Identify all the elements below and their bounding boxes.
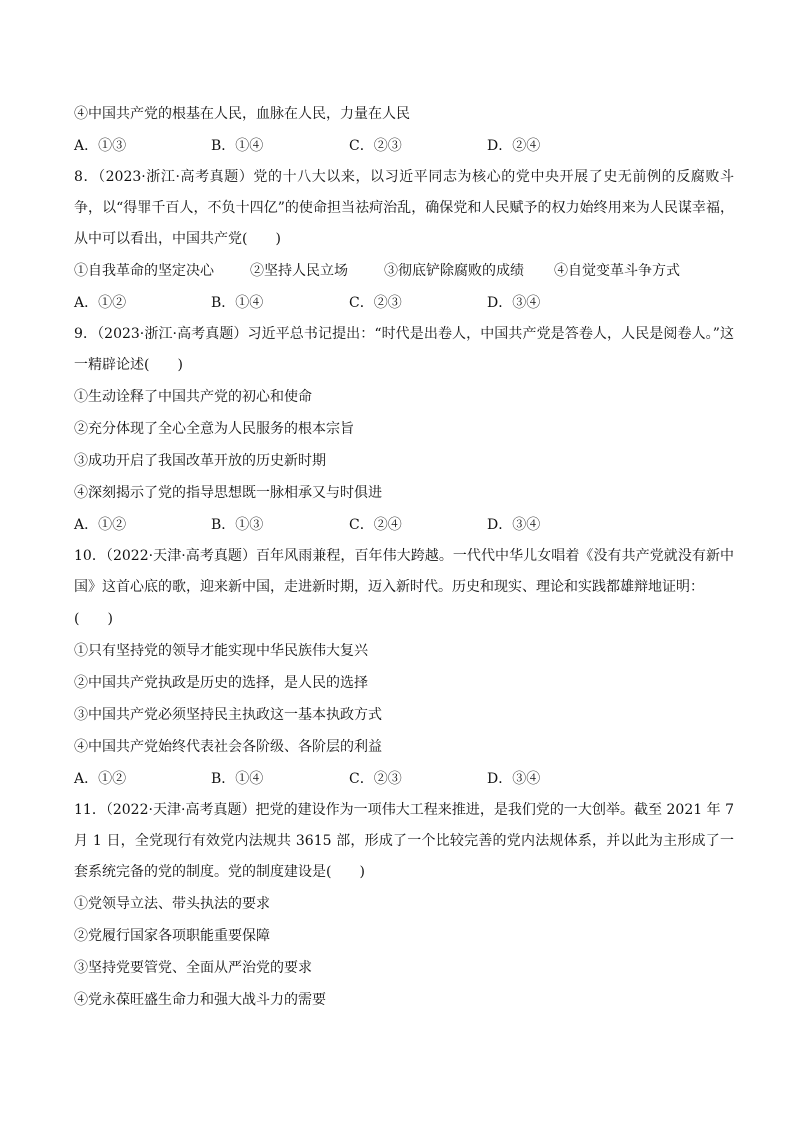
- answer-item: ②党履行国家各项职能重要保障: [74, 928, 270, 944]
- answer-blank: ( ): [74, 611, 113, 627]
- question-10: [74, 541, 734, 795]
- option-b[interactable]: B．①④: [211, 771, 264, 787]
- answer-item: ①自我革命的坚定决心: [74, 263, 214, 279]
- option-b[interactable]: B．①③: [211, 517, 264, 533]
- option-d[interactable]: D．③④: [487, 771, 541, 787]
- answer-item: ①只有坚持党的领导才能实现中华民族伟大复兴: [74, 643, 368, 659]
- option-c[interactable]: C．②③: [349, 771, 402, 787]
- option-d[interactable]: D．③④: [487, 517, 541, 533]
- question-stem: 10．（2022·天津·高考真题）百年风雨兼程，百年伟大跨越。一代代中华儿女唱着《没有共产党就没有新中国》这首心底的歌，迎来新中国，走进新时期，迈入新时代。历史和现实、理论和实践都雄辩地证明：: [74, 548, 734, 595]
- answer-item: ③彻底铲除腐败的成绩: [384, 263, 524, 279]
- answer-item: ②坚持人民立场: [250, 263, 348, 279]
- question-stem: 9．（2023·浙江·高考真题）习近平总书记提出：“时代是出卷人，中国共产党是答卷人，人民是阅卷人。”这一精辟论述( ): [74, 326, 734, 373]
- answer-options: [74, 130, 734, 162]
- answer-item: ②中国共产党执政是历史的选择，是人民的选择: [74, 675, 368, 691]
- answer-item: ③坚持党要管党、全面从严治党的要求: [74, 960, 312, 976]
- option-a[interactable]: A．①②: [74, 295, 127, 311]
- answer-item: ④中国共产党始终代表社会各阶级、各阶层的利益: [74, 739, 382, 755]
- answer-item: ④自觉变革斗争方式: [554, 263, 680, 279]
- option-b[interactable]: B．①④: [211, 295, 264, 311]
- option-d[interactable]: D．③④: [487, 295, 541, 311]
- exam-page: [74, 98, 734, 1016]
- answer-item: ③成功开启了我国改革开放的历史新时期: [74, 453, 326, 469]
- question-11: [74, 795, 734, 1016]
- option-a[interactable]: A．①③: [74, 138, 127, 154]
- answer-options: [74, 509, 734, 541]
- answer-item: ④党永葆旺盛生命力和强大战斗力的需要: [74, 992, 326, 1008]
- option-c[interactable]: C．②③: [349, 138, 402, 154]
- answer-item: ④深刻揭示了党的指导思想既一脉相承又与时俱进: [74, 485, 382, 501]
- answer-item: ①生动诠释了中国共产党的初心和使命: [74, 389, 312, 405]
- answer-item: ③中国共产党必须坚持民主执政这一基本执政方式: [74, 707, 382, 723]
- question-stem: 11．（2022·天津·高考真题）把党的建设作为一项伟大工程来推进，是我们党的一大创举。截至 2021 年 7 月 1 日，全党现行有效党内法规共 3615 部，形成了一个比较完善的党内法规体系，并以此为主形成了一套系统完备的党的制度。党的制度建设是( ): [74, 802, 734, 880]
- option-a[interactable]: A．①②: [74, 771, 127, 787]
- option-b[interactable]: B．①④: [211, 138, 264, 154]
- option-a[interactable]: A．①②: [74, 517, 127, 533]
- answer-item: ①党领导立法、带头执法的要求: [74, 896, 270, 912]
- answer-options: [74, 287, 734, 319]
- question-9: [74, 319, 734, 541]
- question-7-tail: [74, 98, 734, 162]
- question-8: [74, 162, 734, 319]
- answer-item: ④中国共产党的根基在人民，血脉在人民，力量在人民: [74, 106, 410, 122]
- answer-options: [74, 763, 734, 795]
- answer-item: ②充分体现了全心全意为人民服务的根本宗旨: [74, 421, 354, 437]
- answer-items: [74, 255, 734, 287]
- question-stem: 8．（2023·浙江·高考真题）党的十八大以来，以习近平同志为核心的党中央开展了史无前例的反腐败斗争，以“得罪千百人，不负十四亿”的使命担当祛疴治乱，确保党和人民赋予的权力始终用来为人民谋幸福，从中可以看出，中国共产党( ): [74, 169, 734, 247]
- option-d[interactable]: D．②④: [487, 138, 541, 154]
- option-c[interactable]: C．②④: [349, 517, 402, 533]
- option-c[interactable]: C．②③: [349, 295, 402, 311]
